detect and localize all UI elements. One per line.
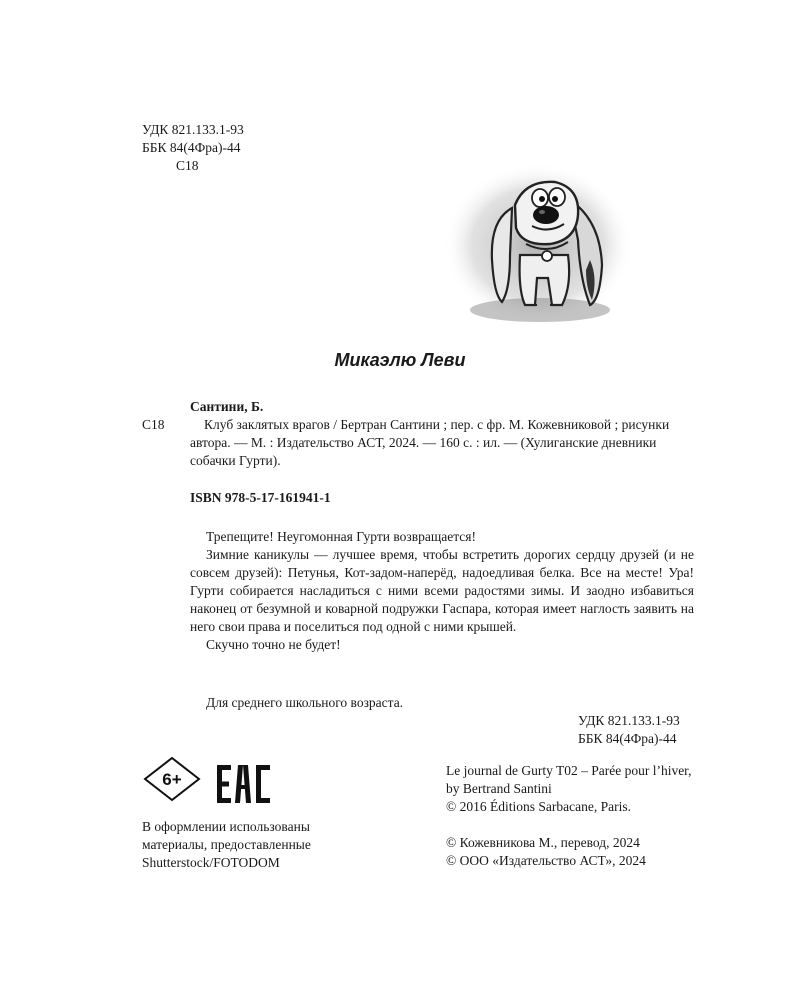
catalog-codes-right [578, 712, 680, 748]
materials-credit [142, 818, 311, 872]
bibliographic-mark: С18 [142, 417, 165, 432]
annotation [190, 528, 694, 654]
original-line: by Bertrand Santini [446, 781, 552, 796]
original-line: © 2016 Éditions Sarbacane, Paris. [446, 799, 631, 814]
materials-line: материалы, предоставленные [142, 837, 311, 852]
bbk-code: ББК 84(4Фра)-44 [142, 140, 241, 155]
bibliographic-description [190, 416, 702, 470]
copyright-line: © ООО «Издательство АСТ», 2024 [446, 853, 646, 868]
bbk-code: ББК 84(4Фра)-44 [578, 731, 677, 746]
isbn: ISBN 978-5-17-161941-1 [190, 490, 331, 505]
age-rating-badge [143, 756, 201, 802]
copyright-line: © Кожевникова М., перевод, 2024 [446, 835, 640, 850]
original-edition [446, 762, 692, 816]
age-rating-text: 6+ [162, 770, 182, 789]
annotation-paragraph: Скучно точно не будет! [206, 637, 341, 652]
author-heading: Сантини, Б. [190, 399, 264, 414]
age-note: Для среднего школьного возраста. [206, 695, 404, 710]
udk-code: УДК 821.133.1-93 [578, 713, 680, 728]
eac-mark-icon [217, 763, 271, 805]
materials-line: В оформлении использованы [142, 819, 310, 834]
annotation-paragraph: Трепещите! Неугомонная Гурти возвращается! [206, 529, 476, 544]
catalog-codes-top [142, 121, 244, 175]
bib-line: собачки Гурти). [190, 453, 281, 468]
dog-illustration-icon [440, 160, 635, 340]
author-mark: С18 [176, 158, 199, 173]
bib-line: автора. — М. : Издательство АСТ, 2024. — 160 с. : ил. — (Хулиганские дневники [190, 435, 657, 450]
dedication: Микаэлю Леви [334, 350, 466, 370]
materials-line: Shutterstock/FOTODOM [142, 855, 280, 870]
copyright [446, 834, 646, 870]
original-line: Le journal de Gurty T02 – Parée pour l’hiver, [446, 763, 692, 778]
udk-code: УДК 821.133.1-93 [142, 122, 244, 137]
annotation-paragraph: Зимние каникулы — лучшее время, чтобы встретить дорогих сердцу друзей (и не совсем друзей): Петунья, Кот-задом-наперёд, надоедливая белка. Все на месте! Ура! Гурти собирается насладиться с ними всеми радостями зимы. И заодно избавиться наконец от безумной и коварной подружки Гаспара, которая имеет наглость заявить на него свои права и поселиться под одной с ними крышей. [190, 547, 694, 634]
bib-line: Клуб заклятых врагов / Бертран Сантини ; пер. с фр. М. Кожевниковой ; рисунки [204, 417, 670, 432]
